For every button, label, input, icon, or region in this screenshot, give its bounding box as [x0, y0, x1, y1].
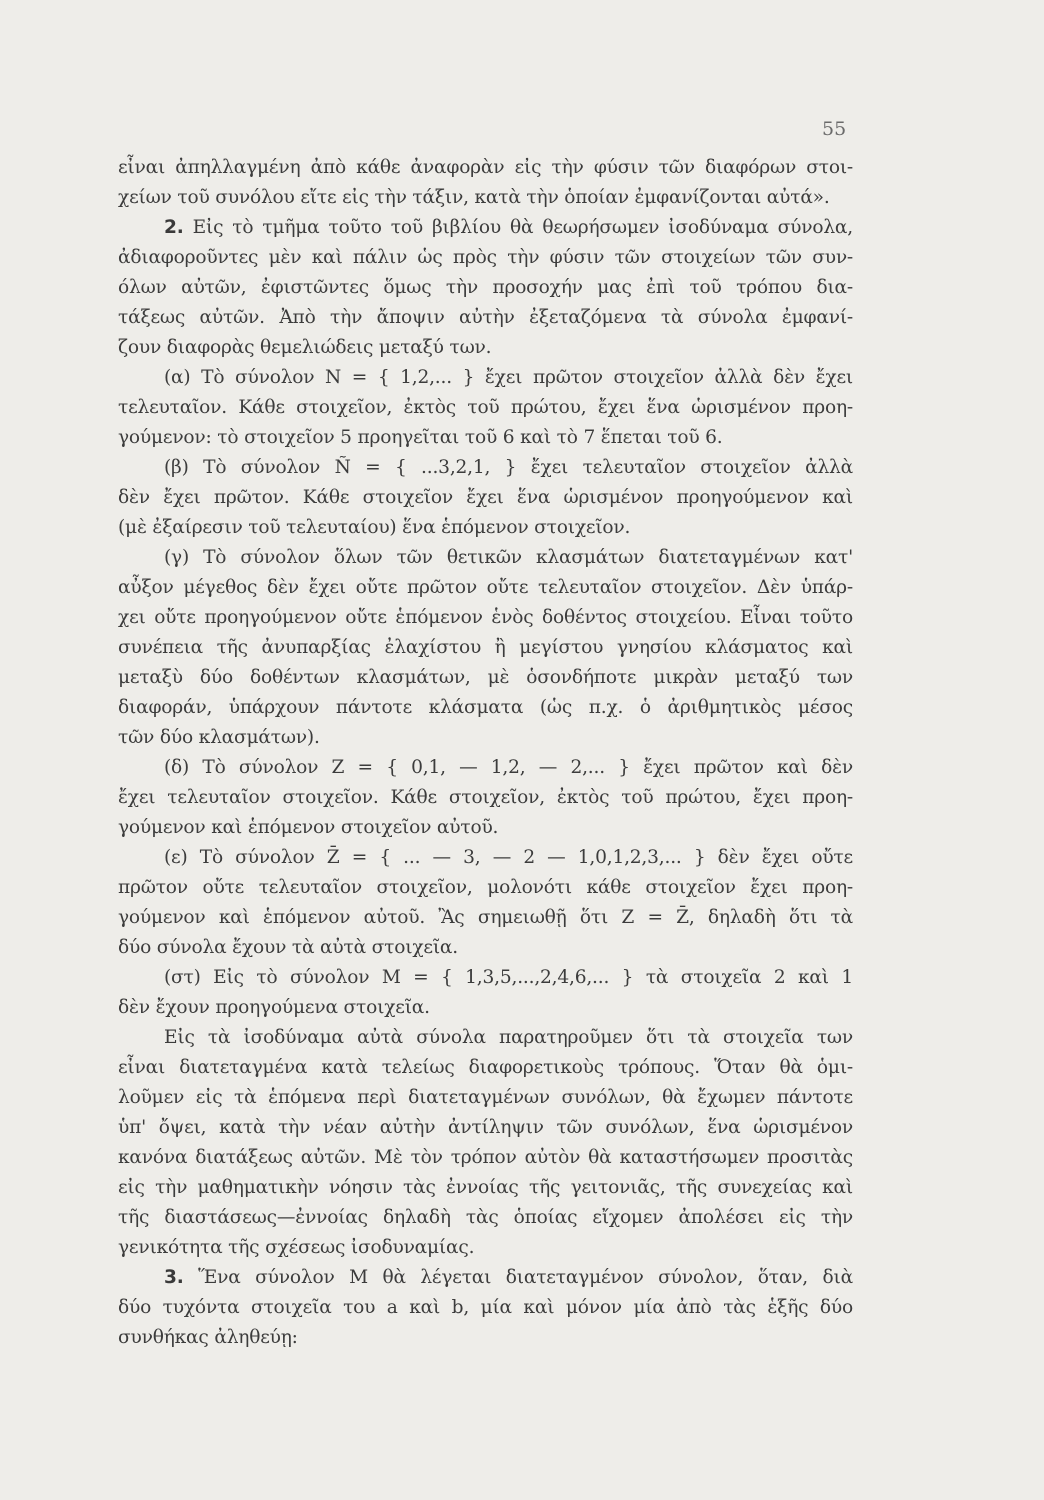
- text-line: [118, 873, 853, 903]
- text-line: [118, 783, 853, 813]
- text-line: [118, 303, 853, 333]
- line-text: συνέπεια τῆς ἀνυπαρξίας ἐλαχίστου ἢ μεγίστου γνησίου κλάσματος καὶ: [118, 637, 853, 658]
- line-text: τάξεως αὐτῶν. Ἀπὸ τὴν ἄποψιν αὐτὴν ἐξεταζόμενα τὰ σύνολα ἐμφανί-: [118, 307, 853, 328]
- line-text: διαφοράν, ὑπάρχουν πάντοτε κλάσματα (ὡς π.χ. ὁ ἀριθμητικὸς μέσος: [118, 697, 853, 718]
- line-text: χει οὔτε προηγούμενον οὔτε ἑπόμενον ἑνὸς δοθέντος στοιχείου. Εἶναι τοῦτο: [118, 607, 853, 628]
- line-text: δύο τυχόντα στοιχεῖα του a καὶ b, μία καὶ μόνον μία ἀπὸ τὰς ἑξῆς δύο: [118, 1297, 853, 1318]
- line-text: (ε) Τὸ σύνολον Z̄ = { ... — 3, — 2 — 1,0,1,2,3,... } δὲν ἔχει οὔτε: [164, 847, 853, 868]
- line-text: ἀδιαφοροῦντες μὲν καὶ πάλιν ὡς πρὸς τὴν φύσιν τῶν στοιχείων τῶν συν-: [118, 247, 853, 268]
- text-line: [118, 993, 853, 1023]
- line-text: (α) Τὸ σύνολον N = { 1,2,... } ἔχει πρῶτον στοιχεῖον ἀλλὰ δὲν ἔχει: [164, 367, 853, 388]
- line-text: δὲν ἔχει πρῶτον. Κάθε στοιχεῖον ἔχει ἕνα ὡρισμένον προηγούμενον καὶ: [118, 487, 853, 508]
- text-line: [118, 543, 853, 573]
- text-line: [118, 1293, 853, 1323]
- text-line: [118, 153, 853, 183]
- text-line: [118, 933, 853, 963]
- line-text: μεταξὺ δύο δοθέντων κλασμάτων, μὲ ὁσονδήποτε μικρὰν μεταξύ των: [118, 667, 853, 688]
- line-text: εἶναι διατεταγμένα κατὰ τελείως διαφορετικοὺς τρόπους. Ὅταν θὰ ὁμι-: [118, 1057, 853, 1078]
- line-text: ζουν διαφορὰς θεμελιώδεις μεταξύ των.: [118, 337, 492, 358]
- line-text: (στ) Εἰς τὸ σύνολον M = { 1,3,5,...,2,4,6,... } τὰ στοιχεῖα 2 καὶ 1: [164, 967, 853, 988]
- line-text: τῶν δύο κλασμάτων).: [118, 727, 320, 748]
- line-text: γούμενον καὶ ἑπόμενον στοιχεῖον αὐτοῦ.: [118, 817, 499, 838]
- text-line: [118, 483, 853, 513]
- text-line: [118, 1203, 853, 1233]
- line-text: δὲν ἔχουν προηγούμενα στοιχεῖα.: [118, 997, 430, 1018]
- line-text: εἶναι ἀπηλλαγμένη ἀπὸ κάθε ἀναφορὰν εἰς τὴν φύσιν τῶν διαφόρων στοι-: [118, 157, 853, 178]
- text-line: [118, 1323, 853, 1353]
- text-line: [118, 1023, 853, 1053]
- line-text: (μὲ ἐξαίρεσιν τοῦ τελευταίου) ἕνα ἑπόμενον στοιχεῖον.: [118, 517, 631, 538]
- text-line: [118, 1143, 853, 1173]
- line-text: (γ) Τὸ σύνολον ὅλων τῶν θετικῶν κλασμάτων διατεταγμένων κατ': [164, 547, 853, 568]
- text-line: [118, 183, 853, 213]
- line-text: τῆς διαστάσεως—ἐννοίας δηλαδὴ τὰς ὁποίας εἴχομεν ἀπολέσει εἰς τὴν: [118, 1207, 853, 1228]
- text-line: [118, 423, 853, 453]
- section-number: 3.: [164, 1267, 184, 1288]
- page-number: 55: [822, 118, 847, 140]
- text-line: [118, 273, 853, 303]
- text-line: [118, 1263, 853, 1293]
- line-text: ἔχει τελευταῖον στοιχεῖον. Κάθε στοιχεῖον, ἐκτὸς τοῦ πρώτου, ἔχει προη-: [118, 787, 853, 808]
- text-line: [118, 813, 853, 843]
- body-text: [118, 153, 853, 1353]
- text-line: [118, 1113, 853, 1143]
- text-line: [118, 753, 853, 783]
- text-line: [118, 843, 853, 873]
- line-text: αὖξον μέγεθος δὲν ἔχει οὔτε πρῶτον οὔτε τελευταῖον στοιχεῖον. Δὲν ὑπάρ-: [118, 577, 853, 598]
- text-line: [118, 1173, 853, 1203]
- text-line: [118, 333, 853, 363]
- text-line: [118, 1233, 853, 1263]
- text-line: [118, 213, 853, 243]
- line-text: εἰς τὴν μαθηματικὴν νόησιν τὰς ἐννοίας τῆς γειτονιᾶς, τῆς συνεχείας καὶ: [118, 1177, 853, 1198]
- text-line: [118, 243, 853, 273]
- text-line: [118, 633, 853, 663]
- line-text: γούμενον καὶ ἑπόμενον αὐτοῦ. Ἂς σημειωθῇ ὅτι Z = Z̄, δηλαδὴ ὅτι τὰ: [118, 907, 853, 928]
- text-line: [118, 363, 853, 393]
- text-line: [118, 963, 853, 993]
- line-text: (δ) Τὸ σύνολον Z = { 0,1, — 1,2, — 2,... } ἔχει πρῶτον καὶ δὲν: [164, 757, 853, 778]
- text-line: [118, 693, 853, 723]
- section-number: 2.: [164, 217, 184, 238]
- line-text: Ἕνα σύνολον M θὰ λέγεται διατεταγμένον σύνολον, ὅταν, διὰ: [183, 1267, 853, 1288]
- line-text: γούμενον: τὸ στοιχεῖον 5 προηγεῖται τοῦ 6 καὶ τὸ 7 ἕπεται τοῦ 6.: [118, 427, 723, 448]
- text-line: [118, 573, 853, 603]
- line-text: χείων τοῦ συνόλου εἴτε εἰς τὴν τάξιν, κατὰ τὴν ὁποίαν ἐμφανίζονται αὐτά».: [118, 187, 830, 208]
- text-line: [118, 1053, 853, 1083]
- line-text: πρῶτον οὔτε τελευταῖον στοιχεῖον, μολονότι κάθε στοιχεῖον ἔχει προη-: [118, 877, 853, 898]
- line-text: όλων αὐτῶν, ἐφιστῶντες ὅμως τὴν προσοχήν μας ἐπὶ τοῦ τρόπου δια-: [118, 277, 853, 298]
- line-text: τελευταῖον. Κάθε στοιχεῖον, ἐκτὸς τοῦ πρώτου, ἔχει ἕνα ὡρισμένον προη-: [118, 397, 853, 418]
- text-line: [118, 1083, 853, 1113]
- line-text: (β) Τὸ σύνολον Ñ = { ...3,2,1, } ἔχει τελευταῖον στοιχεῖον ἀλλὰ: [164, 457, 853, 478]
- text-line: [118, 393, 853, 423]
- line-text: ὑπ' ὄψει, κατὰ τὴν νέαν αὐτὴν ἀντίληψιν τῶν συνόλων, ἕνα ὡρισμένον: [118, 1117, 853, 1138]
- text-line: [118, 903, 853, 933]
- text-line: [118, 513, 853, 543]
- line-text: γενικότητα τῆς σχέσεως ἰσοδυναμίας.: [118, 1237, 475, 1258]
- text-line: [118, 723, 853, 753]
- text-line: [118, 453, 853, 483]
- line-text: συνθήκας ἀληθεύῃ:: [118, 1327, 298, 1348]
- line-text: κανόνα διατάξεως αὐτῶν. Μὲ τὸν τρόπον αὐτὸν θὰ καταστήσωμεν προσιτὰς: [118, 1147, 853, 1168]
- line-text: Εἰς τὸ τμῆμα τοῦτο τοῦ βιβλίου θὰ θεωρήσωμεν ἰσοδύναμα σύνολα,: [183, 217, 853, 238]
- text-line: [118, 663, 853, 693]
- text-line: [118, 603, 853, 633]
- line-text: Εἰς τὰ ἰσοδύναμα αὐτὰ σύνολα παρατηροῦμεν ὅτι τὰ στοιχεῖα των: [164, 1027, 853, 1048]
- line-text: δύο σύνολα ἔχουν τὰ αὐτὰ στοιχεῖα.: [118, 937, 458, 958]
- line-text: λοῦμεν εἰς τὰ ἑπόμενα περὶ διατεταγμένων συνόλων, θὰ ἔχωμεν πάντοτε: [118, 1087, 853, 1108]
